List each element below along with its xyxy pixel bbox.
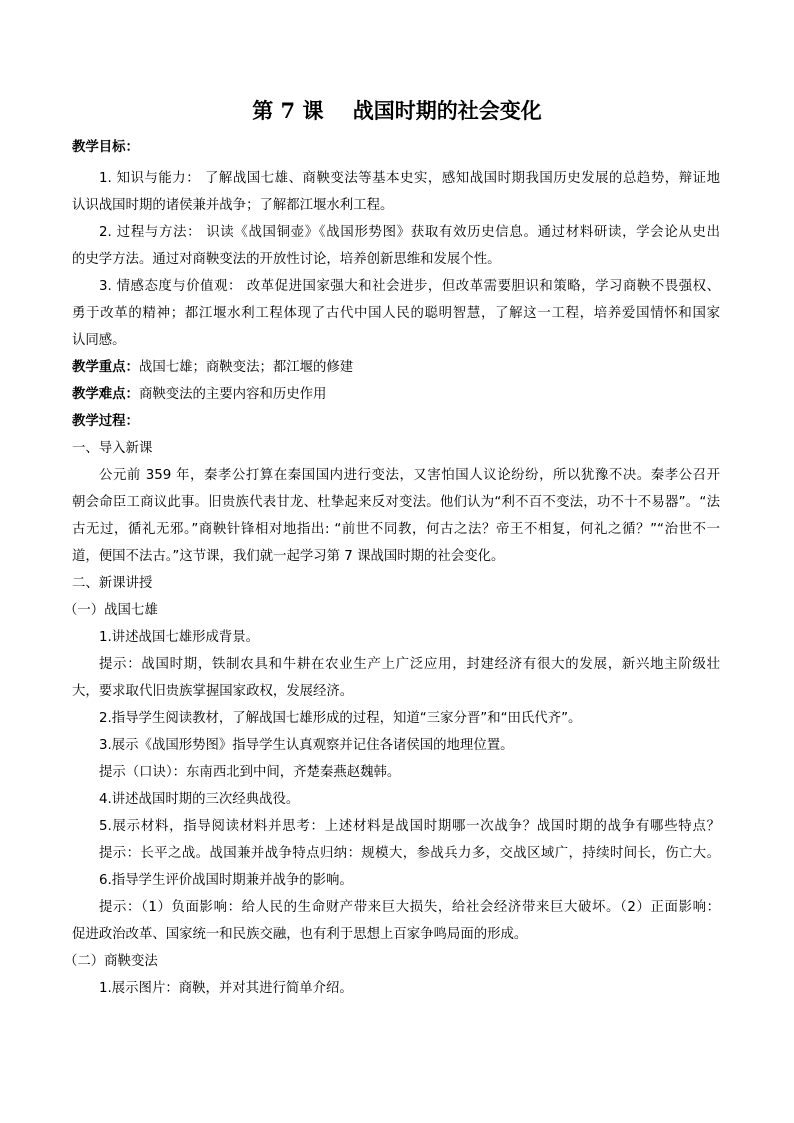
difficult-points-text: 商鞅变法的主要内容和历史作用 <box>138 387 327 402</box>
item-3: 3.展示《战国形势图》指导学生认真观察并记住各诸侯国的地理位置。 <box>99 738 514 753</box>
item-6-hint-line-1: 提示：（1）负面影响：给人民的生命财产带来巨大损失，给社会经济带来巨大破坏。（2）正面影响： <box>99 900 720 915</box>
item-6: 6.指导学生评价战国时期兼并战争的影响。 <box>99 873 353 888</box>
section-1-heading: 一、导入新课 <box>72 441 153 456</box>
item-5: 5.展示材料，指导阅读材料并思考：上述材料是战国时期哪一次战争？战国时期的战争有哪些特点？ <box>99 819 720 834</box>
objective-3-line-3: 认同感。 <box>72 333 126 348</box>
difficult-points <box>72 385 326 405</box>
key-points <box>72 358 353 378</box>
section-2-heading: 二、新课讲授 <box>72 576 153 591</box>
page-title: 第 7 课 战国时期的社会变化 <box>252 98 542 123</box>
objectives-heading: 教学目标： <box>72 140 139 155</box>
intro-line-1: 公元前 359 年，秦孝公打算在秦国国内进行变法，又害怕国人议论纷纷，所以犹豫不决。秦孝公召开 <box>99 468 720 483</box>
objective-2-line-2: 的史学方法。通过对商鞅变法的开放性讨论，培养创新思维和发展个性。 <box>72 252 501 267</box>
key-points-label: 教学重点： <box>72 360 139 375</box>
intro-line-3: 古无过，循礼无邪。”商鞅针锋相对地指出: “前世不同教，何古之法？帝王不相复，何礼之循？”“治世不一 <box>72 522 720 537</box>
item-5-hint: 提示：长平之战。战国兼并战争特点归纳：规模大，参战兵力多，交战区域广，持续时间长，伤亡大。 <box>99 846 720 861</box>
item-1: 1.讲述战国七雄形成背景。 <box>99 630 260 645</box>
difficult-points-label: 教学难点： <box>72 387 139 402</box>
subsection-2-heading: （二）商鞅变法 <box>64 954 158 969</box>
objective-2-line-1: 2. 过程与方法： 识读《战国铜壶》《战国形势图》获取有效历史信息。通过材料研读，学会论从史出 <box>99 225 720 240</box>
objective-3-line-2: 勇于改革的精神；都江堰水利工程体现了古代中国人民的聪明智慧，了解这一工程，培养爱国情怀和国家 <box>72 306 720 321</box>
item-1-hint-line-1: 提示：战国时期，铁制农具和牛耕在农业生产上广泛应用，封建经济有很大的发展，新兴地主阶级壮 <box>99 657 720 672</box>
objective-1-line-2: 认识战国时期的诸侯兼并战争；了解都江堰水利工程。 <box>72 198 394 213</box>
item-1-hint-line-2: 大，要求取代旧贵族掌握国家政权，发展经济。 <box>72 684 354 699</box>
objective-1-line-1: 1. 知识与能力： 了解战国七雄、商鞅变法等基本史实，感知战国时期我国历史发展的总趋势，辩证地 <box>99 171 720 186</box>
item-4: 4.讲述战国时期的三次经典战役。 <box>99 792 300 807</box>
item-3-hint: 提示（口诀）：东南西北到中间，齐楚秦燕赵魏韩。 <box>99 765 401 780</box>
item-6-hint-line-2: 促进政治改革、国家统一和民族交融，也有利于思想上百家争鸣局面的形成。 <box>72 927 528 942</box>
intro-line-4: 道，便国不法古。”这节课，我们就一起学习第 7 课战国时期的社会变化。 <box>72 549 505 564</box>
intro-line-2: 朝会命臣工商议此事。旧贵族代表甘龙、杜挚起来反对变法。他们认为“利不百不变法，功不十不易器”。“法 <box>72 495 720 510</box>
item-2: 2.指导学生阅读教材，了解战国七雄形成的过程，知道“三家分晋”和“田氏代齐”。 <box>99 711 582 726</box>
subsection-2-item-1: 1.展示图片：商鞅，并对其进行简单介绍。 <box>99 981 353 996</box>
key-points-text: 战国七雄；商鞅变法；都江堰的修建 <box>138 360 354 375</box>
subsection-1-heading: （一）战国七雄 <box>64 603 158 618</box>
process-heading: 教学过程： <box>72 414 139 429</box>
objective-3-line-1: 3. 情感态度与价值观： 改革促进国家强大和社会进步，但改革需要胆识和策略，学习商鞅不畏强权、 <box>99 279 720 294</box>
